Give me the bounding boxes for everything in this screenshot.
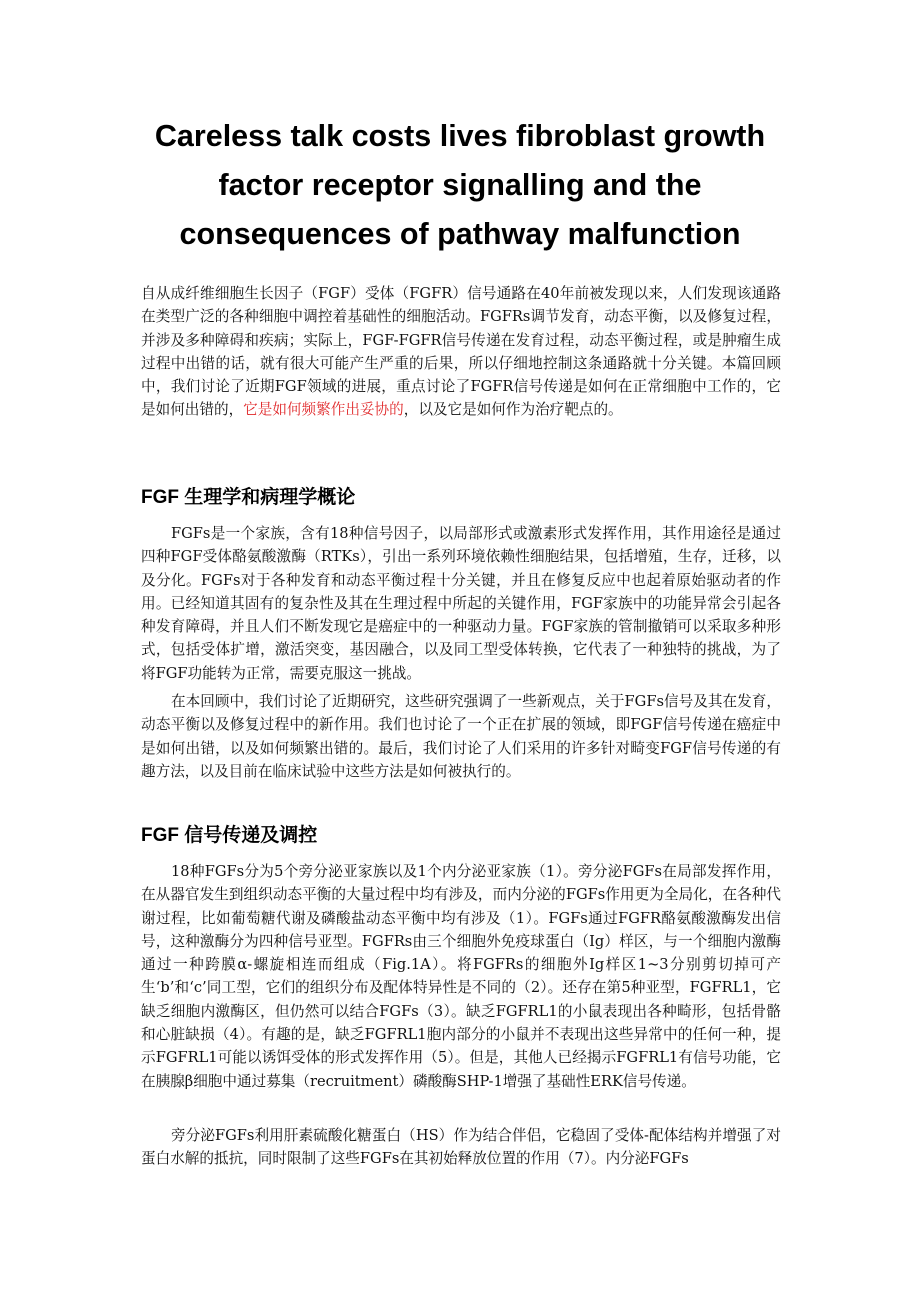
title-line-2: factor receptor signalling and the <box>218 168 702 202</box>
signalling-paragraph-1: 18种FGFs分为5个旁分泌亚家族以及1个内分泌亚家族（1）。旁分泌FGFs在局部发挥作用，在从器官发生到组织动态平衡的大量过程中均有涉及，而内分泌的FGFs作用更为全局化，在各种代谢过程，比如葡萄糖代谢及磷酸盐动态平衡中均有涉及（1）。FGFs通过FGFR酪氨酸激酶发出信号，这种激酶分为四种信号亚型。FGFRs由三个细胞外免疫球蛋白（Ig）样区，与一个细胞内激酶通过一种跨膜α-螺旋相连而组成（Fig.1A）。将FGFRs的细胞外Ig样区1~3分别剪切掉可产生‘b’和‘c’同工型，它们的组织分布及配体特异性是不同的（2）。还存在第5种亚型，FGFRL1，它缺乏细胞内激酶区，但仍然可以结合FGFs（3）。缺乏FGFRL1的小鼠表现出各种畸形，包括骨骼和心脏缺损（4）。有趣的是，缺乏FGFRL1胞内部分的小鼠并不表现出这些异常中的任何一种，提示FGFRL1可能以诱饵受体的形式发挥作用（5）。但是，其他人已经揭示FGFRL1有信号功能，它在胰腺β细胞中通过募集（recruitment）磷酸酶SHP-1增强了基础性ERK信号传递。 <box>141 863 781 1090</box>
abstract-paragraph <box>141 282 781 422</box>
title-line-1: Careless talk costs lives fibroblast growth <box>154 119 766 153</box>
overview-paragraph-1: FGFs是一个家族，含有18种信号因子，以局部形式或激素形式发挥作用，其作用途径是通过四种FGF受体酪氨酸激酶（RTKs），引出一系列环境依赖性细胞结果，包括增殖，生存，迁移，以及分化。FGFs对于各种发育和动态平衡过程十分关键，并且在修复反应中也起着原始驱动者的作用。已经知道其固有的复杂性及其在生理过程中所起的关键作用，FGF家族中的功能异常会引起各种发育障碍，并且人们不断发现它是癌症中的一种驱动力量。FGF家族的管制撤销可以采取多种形式，包括受体扩增，激活突变，基因融合，以及同工型受体转换，它代表了一种独特的挑战，为了将FGF功能转为正常，需要克服这一挑战。 <box>141 525 781 682</box>
section-heading-overview: FGF 生理学和病理学概论 <box>141 487 356 508</box>
abstract-text: 自从成纤维细胞生长因子（FGF）受体（FGFR）信号通路在40年前被发现以来，人们发现该通路在类型广泛的各种细胞中调控着基础性的细胞活动。FGFRs调节发育，动态平衡，以及修复过程，并涉及多种障碍和疾病；实际上，FGF-FGFR信号传递在发育过程，动态平衡过程，或是肿瘤生成过程中出错的话，就有很大可能产生严重的后果，所以仔细地控制这条通路就十分关键。本篇回顾中，我们讨论了近期FGF领域的进展，重点讨论了FGFR信号传递是如何在正常细胞中工作的，它是如何出错的， <box>141 285 781 419</box>
signalling-paragraph-2: 旁分泌FGFs利用肝素硫酸化糖蛋白（HS）作为结合伴侣，它稳固了受体-配体结构并增强了对蛋白水解的抵抗，同时限制了这些FGFs在其初始释放位置的作用（7）。内分泌FGFs <box>141 1127 781 1168</box>
overview-paragraph-2: 在本回顾中，我们讨论了近期研究，这些研究强调了一些新观点，关于FGFs信号及其在发育，动态平衡以及修复过程中的新作用。我们也讨论了一个正在扩展的领域，即FGF信号传递在癌症中是如何出错，以及如何频繁出错的。最后，我们讨论了人们采用的许多针对畸变FGF信号传递的有趣方法，以及目前在临床试验中这些方法是如何被执行的。 <box>141 693 781 780</box>
abstract-text-end: ，以及它是如何作为治疗靶点的。 <box>403 401 623 419</box>
title-line-3: consequences of pathway malfunction <box>179 217 741 251</box>
section-heading-signalling: FGF 信号传递及调控 <box>141 825 318 846</box>
abstract-highlight: 它是如何频繁作出妥协的 <box>243 401 404 419</box>
document-title <box>100 112 820 259</box>
